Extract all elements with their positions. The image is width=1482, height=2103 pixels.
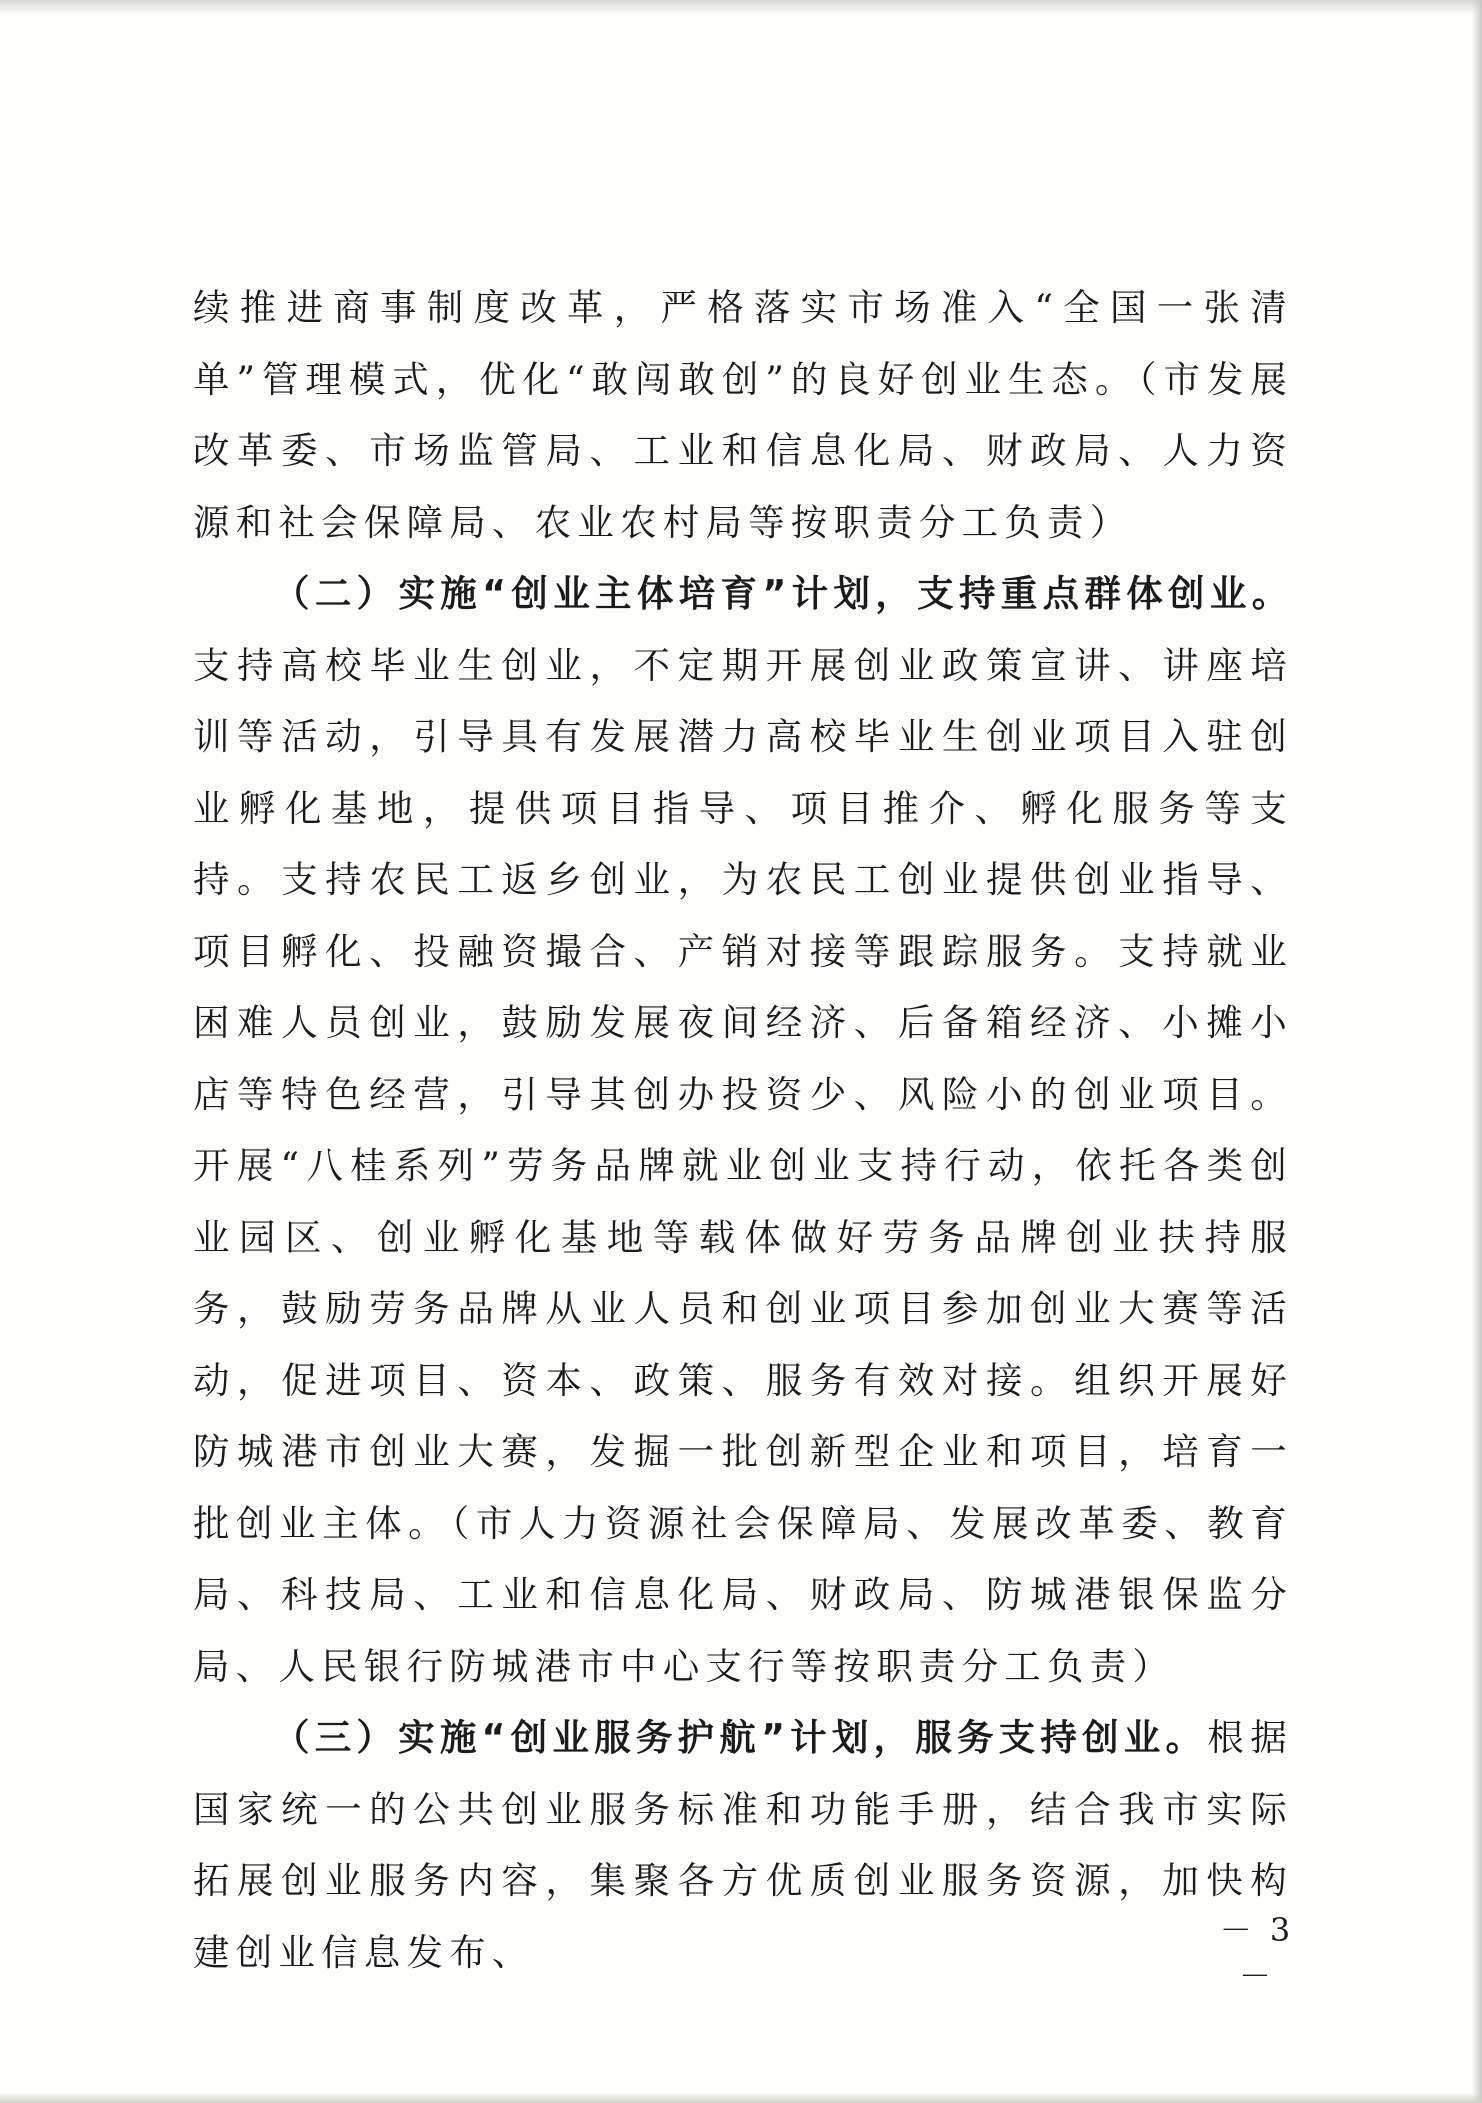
scan-edge-top — [0, 0, 1482, 14]
paragraph-continuation — [193, 272, 1293, 558]
scan-edge-right — [1472, 0, 1482, 2103]
section-heading-3: （三）实施“创业服务护航”计划，服务支持创业。 — [273, 1716, 1208, 1759]
paragraph-text: 支持高校毕业生创业，不定期开展创业政策宣讲、讲座培训等活动，引导具有发展潜力高校毕业生创业项目入驻创业孵化基地，提供项目指导、项目推介、孵化服务等支持。支持农民工返乡创业，为农民工创业提供创业指导、项目孵化、投融资撮合、产销对接等跟踪服务。支持就业困难人员创业，鼓励发展夜间经济、后备箱经济、小摊小店等特色经营，引导其创办投资少、风险小的创业项目。开展“八桂系列”劳务品牌就业创业支持行动，依托各类创业园区、创业孵化基地等载体做好劳务品牌创业扶持服务，鼓励劳务品牌从业人员和创业项目参加创业大赛等活动，促进项目、资本、政策、服务有效对接。组织开展好防城港市创业大赛，发掘一批创新型企业和项目，培育一批创业主体。（市人力资源社会保障局、发展改革委、教育局、科技局、工业和信息化局、财政局、防城港银保监分局、人民银行防城港市中心支行等按职责分工负责） — [193, 643, 1293, 1688]
paragraph-text: 续推进商事制度改革，严格落实市场准入“全国一张清单”管理模式，优化“敢闯敢创”的良好创业生态。（市发展改革委、市场监管局、工业和信息化局、财政局、人力资源和社会保障局、农业农村局等按职责分工负责） — [193, 286, 1293, 544]
paragraph-section-3 — [193, 1702, 1293, 1988]
paragraph-section-2 — [193, 558, 1293, 1702]
section-heading-2: （二）实施“创业主体培育”计划，支持重点群体创业。 — [273, 572, 1293, 615]
page-number: － 3 － — [1219, 1911, 1295, 1995]
paragraph-text: 根据国家统一的公共创业服务标准和功能手册，结合我市实际拓展创业服务内容，集聚各方优质创业服务资源，加快构建创业信息发布、 — [193, 1716, 1293, 1974]
document-body — [193, 272, 1293, 1988]
scan-edge-bottom — [0, 2093, 1482, 2103]
